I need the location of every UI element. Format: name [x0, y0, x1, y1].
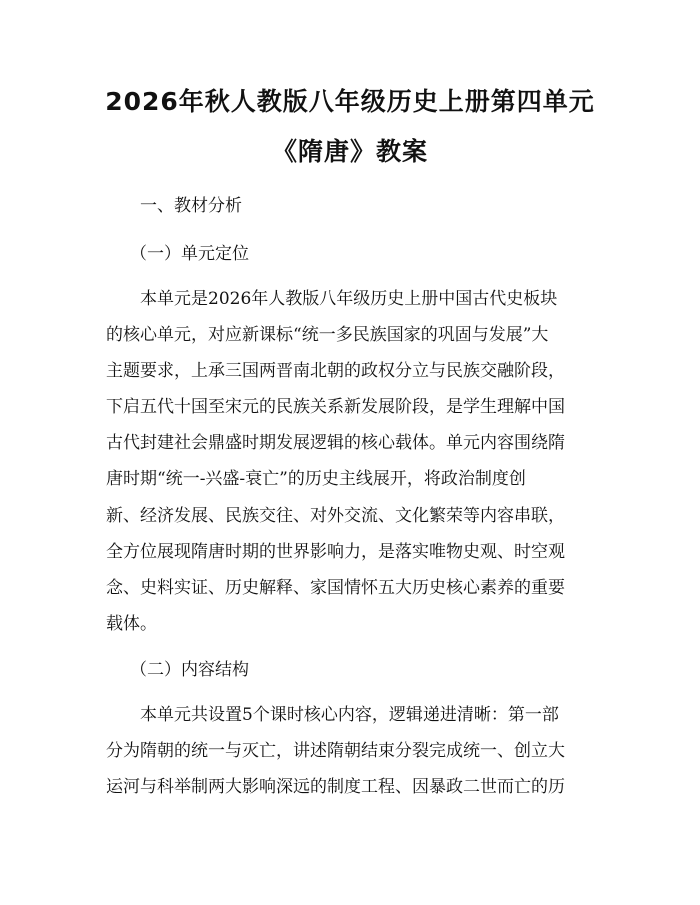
paragraph-line: 下启五代十国至宋元的民族关系新发展阶段，是学生理解中国: [106, 397, 565, 418]
paragraph-line: 本单元共设置5个课时核心内容，逻辑递进清晰：第一部: [140, 705, 559, 725]
section-heading-textbook-analysis: 一、教材分析: [140, 196, 242, 216]
paragraph-line: 主题要求，上承三国两晋南北朝的政权分立与民族交融阶段，: [106, 361, 565, 382]
subsection-heading-content-structure: （二）内容结构: [130, 660, 249, 680]
paragraph-line: 新、经济发展、民族交往、对外交流、文化繁荣等内容串联，: [106, 505, 565, 526]
paragraph-unit-positioning: [106, 281, 606, 642]
paragraph-line: 分为隋朝的统一与灭亡，讲述隋朝结束分裂完成统一、创立大: [106, 741, 565, 762]
subsection-heading-unit-positioning: （一）单元定位: [130, 244, 249, 264]
paragraph-content-structure: [106, 697, 606, 805]
paragraph-line: 念、史料实证、历史解释、家国情怀五大历史核心素养的重要: [106, 577, 565, 598]
document-title-line-1: 2026年秋人教版八年级历史上册第四单元: [105, 87, 595, 116]
paragraph-line: 运河与科举制两大影响深远的制度工程、因暴政二世而亡的历: [106, 777, 565, 798]
paragraph-line: 全方位展现隋唐时期的世界影响力，是落实唯物史观、时空观: [106, 541, 565, 562]
paragraph-line: 唐时期“统一-兴盛-衰亡”的历史主线展开，将政治制度创: [106, 469, 526, 490]
paragraph-line: 本单元是2026年人教版八年级历史上册中国古代史板块: [140, 289, 558, 309]
paragraph-line: 古代封建社会鼎盛时期发展逻辑的核心载体。单元内容围绕隋: [106, 433, 565, 454]
document-title-line-2: 《隋唐》教案: [271, 137, 428, 166]
paragraph-line: 的核心单元，对应新课标“统一多民族国家的巩固与发展”大: [106, 325, 549, 346]
paragraph-line: 载体。: [106, 613, 157, 634]
